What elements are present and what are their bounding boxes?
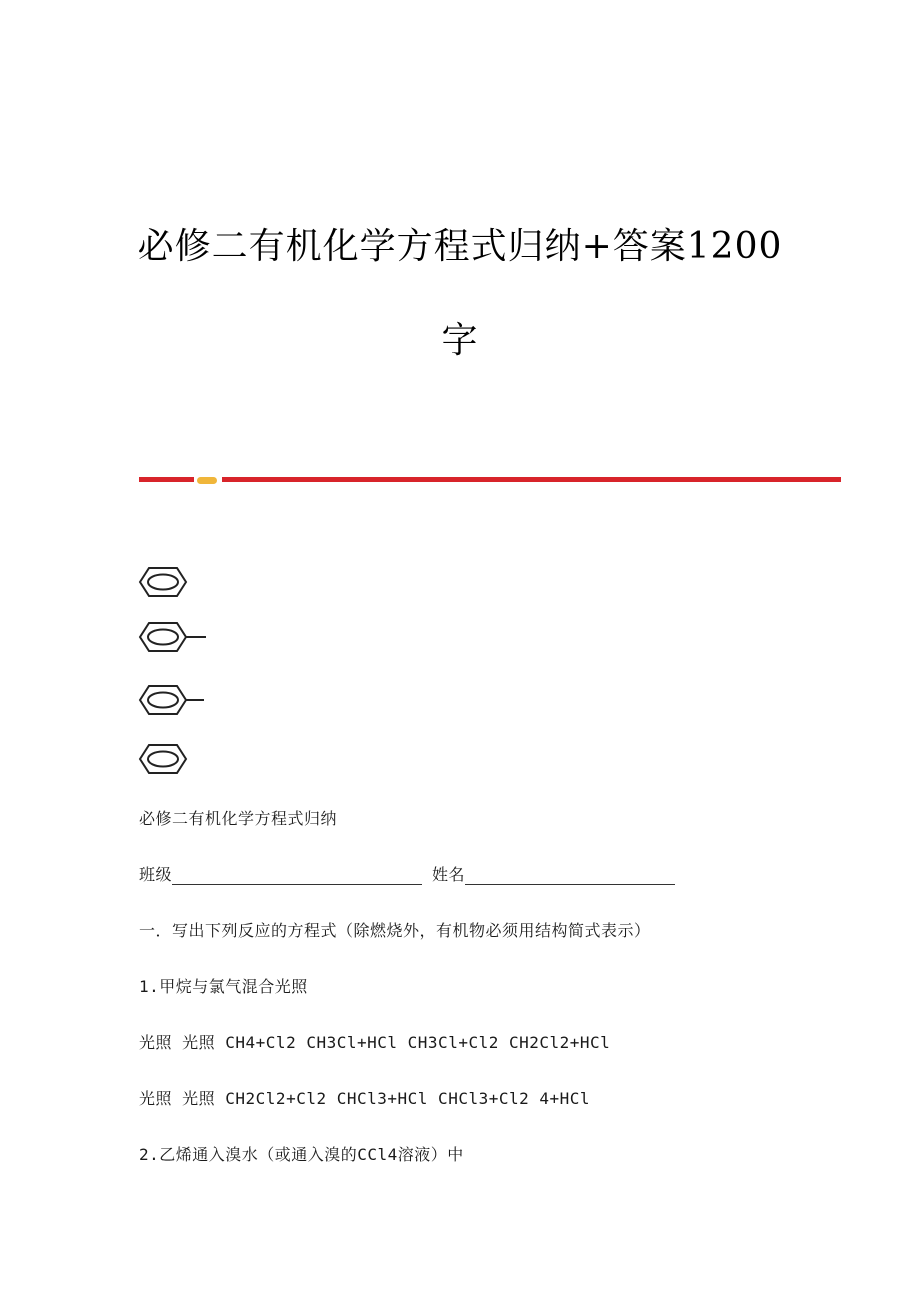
name-blank[interactable]	[465, 867, 675, 885]
question-2-prompt: 2.乙烯通入溴水（或通入溴的CCl4溶液）中	[139, 1145, 464, 1164]
class-blank[interactable]	[172, 867, 422, 885]
document-title-line-2: 字	[441, 320, 479, 361]
class-name-row	[139, 862, 675, 885]
divider-ornament	[197, 477, 217, 484]
toluene-structure-icon	[138, 620, 208, 654]
section-heading: 一．写出下列反应的方程式（除燃烧外，有机物必须用结构简式表示）	[139, 921, 651, 940]
name-label: 姓名	[432, 865, 466, 884]
document-title-line-1: 必修二有机化学方程式归纳+答案1200	[137, 226, 783, 267]
benzene-structure-icon	[138, 742, 208, 776]
divider-left-segment	[139, 477, 194, 482]
toluene-structure-icon	[138, 683, 208, 717]
worksheet-subtitle: 必修二有机化学方程式归纳	[139, 809, 338, 828]
question-1-prompt: 1.甲烷与氯气混合光照	[139, 977, 308, 996]
divider-right-segment	[222, 477, 841, 482]
question-1-equation-1: 光照 光照 CH4+Cl2 CH3Cl+HCl CH3Cl+Cl2 CH2Cl2+HCl	[139, 1033, 611, 1052]
class-label: 班级	[139, 865, 173, 884]
question-1-equation-2: 光照 光照 CH2Cl2+Cl2 CHCl3+HCl CHCl3+Cl2 4+HCl	[139, 1089, 591, 1108]
benzene-structure-icon	[138, 565, 208, 599]
